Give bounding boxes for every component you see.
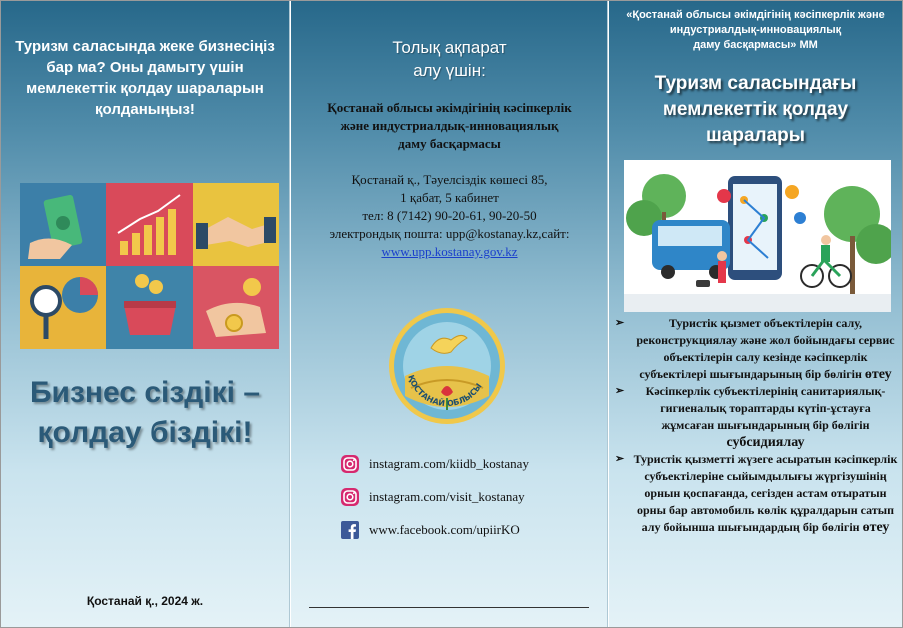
list-item: ➢ Туристік қызмет объектілерін салу, реконструкциялау және жол бойындағы сервис объектілерін салу кезінде кәсіпкерлік субъектілері шығындарының бір бөлігін өтеу <box>615 316 895 382</box>
facebook-icon <box>341 521 359 539</box>
org-line2: және индустриалдық-инновациялық <box>340 118 559 133</box>
right-panel <box>609 1 902 627</box>
slogan <box>11 373 279 453</box>
emphasis-word: субсидиялау <box>726 435 805 450</box>
business-illustration <box>20 183 279 349</box>
support-measures-list <box>613 315 898 536</box>
bullet-arrow-icon: ➢ <box>615 453 625 465</box>
social-instagram-1[interactable] <box>341 454 529 474</box>
organization-name <box>301 99 598 153</box>
slogan-line2: қолдау біздікі! <box>37 416 253 449</box>
contact-block <box>299 171 600 261</box>
info-heading <box>301 36 598 82</box>
slogan-line1: Бизнес сіздікі – <box>29 376 261 409</box>
footer-place-date: Қостанай қ., 2024 ж. <box>86 594 204 608</box>
emblem-text: ҚОСТАНАЙ ОБЛЫСЫ <box>406 373 484 409</box>
org-line3: даму басқармасы <box>398 136 501 151</box>
address-line1: Қостанай қ., Тәуелсіздік көшесі 85, <box>351 172 548 187</box>
panel1-heading: Туризм саласында жеке бизнесіңіз бар ма? Оны дамыту үшін мемлекеттік қолдау шараларын қолданыңыз! <box>15 38 275 118</box>
title-line2: мемлекеттік қолдау <box>662 99 849 120</box>
emphasis-word: өтеу <box>862 520 890 535</box>
region-emblem <box>387 306 507 426</box>
bullet-arrow-icon: ➢ <box>615 385 625 397</box>
info-heading-line2: алу үшін: <box>413 61 486 80</box>
agency-line2: индустриалдық-инновациялық <box>669 24 842 36</box>
support-title <box>613 71 898 149</box>
instagram-icon <box>341 488 359 506</box>
social-text-2: instagram.com/visit_kostanay <box>369 489 525 504</box>
signature-line <box>309 607 589 608</box>
title-line3: шаралары <box>705 125 806 146</box>
info-heading-line1: Толық ақпарат <box>392 38 507 57</box>
org-line1: Қостанай облысы әкімдігінің кәсіпкерлік <box>327 100 572 115</box>
phone-line: тел: 8 (7142) 90-20-61, 90-20-50 <box>362 208 537 223</box>
agency-name <box>613 8 898 53</box>
middle-panel <box>291 1 608 627</box>
social-facebook[interactable] <box>341 520 520 540</box>
list-item: ➢ Кәсіпкерлік субъектілерінің санитариялық-гигиеналық тораптарды күтіп-ұстауға жұмсаған шығындарының бір бөлігін субсидиялау <box>615 384 886 450</box>
tourism-transport-illustration <box>624 160 891 312</box>
left-panel <box>1 1 290 627</box>
email-line: электрондық пошта: upp@kostanay.kz,сайт: <box>329 226 570 241</box>
list-item: ➢ Туристік қызметті жүзеге асыратын кәсіпкерлік субъектілеріне сыйымдылығы жүргізушінің орнын қоспағанда, сегізден астам отыратын орны бар автомобиль көлік құралдарын сатып алу бойынша шығындардың бір бөлігін өтеу <box>615 452 898 535</box>
address-line2: 1 қабат, 5 кабинет <box>400 190 499 205</box>
emphasis-word: өтеу <box>864 367 892 382</box>
agency-line1: «Қостанай облысы әкімдігінің кәсіпкерлік және <box>626 9 885 21</box>
social-text-1: instagram.com/kiidb_kostanay <box>369 456 529 471</box>
social-text-3: www.facebook.com/upiirKO <box>369 522 520 537</box>
title-line1: Туризм саласындағы <box>654 73 857 94</box>
website-link[interactable]: www.upp.kostanay.gov.kz <box>381 244 518 259</box>
bullet-arrow-icon: ➢ <box>615 317 625 329</box>
instagram-icon <box>341 455 359 473</box>
agency-line3: даму басқармасы» ММ <box>693 39 818 51</box>
social-instagram-2[interactable] <box>341 487 525 507</box>
